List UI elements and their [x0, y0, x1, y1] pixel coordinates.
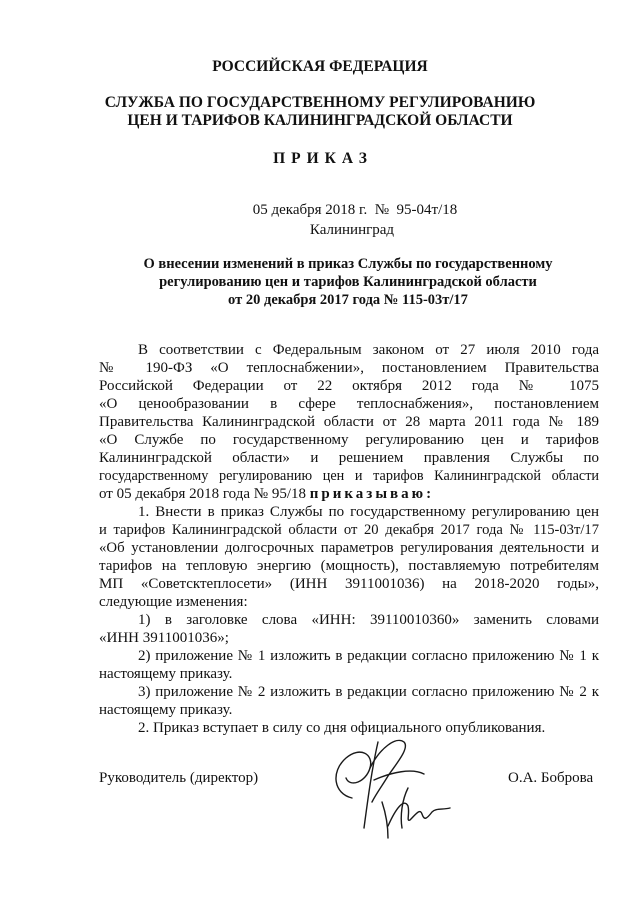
body-line: настоящему приказу. [99, 702, 233, 718]
signatory-name: О.А. Боброва [508, 770, 594, 786]
body-line: В соответствии с Федеральным законом от 27 июля 2010 года [138, 342, 599, 358]
body-line: следующие изменения: [99, 594, 248, 610]
body-line: МП «Советсктеплосети» (ИНН 3911001036) на 2018-2020 годы», [99, 576, 599, 592]
signatory-title: Руководитель (директор) [99, 770, 259, 786]
header-agency-line1: СЛУЖБА ПО ГОСУДАРСТВЕННОМУ РЕГУЛИРОВАНИЮ [104, 94, 536, 111]
body-line: «Об установлении долгосрочных параметров регулирования деятельности и [99, 540, 599, 556]
body-line: тарифов на тепловую энергию (мощность), поставляемую потребителям [99, 558, 599, 574]
subject-line1: О внесении изменений в приказ Службы по государственному [143, 256, 553, 272]
body-line: № 190-ФЗ «О теплоснабжении», постановлением Правительства [99, 360, 599, 376]
body-line: Российской Федерации от 22 октября 2012 года № 1075 [99, 378, 599, 394]
order-verb: приказываю: [309, 486, 435, 502]
document-type: ПРИКАЗ [273, 150, 373, 167]
body-line: 1) в заголовке слова «ИНН: 39110010360» заменить словами [138, 612, 599, 628]
body-line: 1. Внести в приказ Службы по государственному регулированию цен [138, 504, 599, 520]
body-line: 2. Приказ вступает в силу со дня официального опубликования. [138, 720, 546, 736]
body-line: «ИНН 3911001036»; [99, 630, 229, 646]
order-date-number: 05 декабря 2018 г. № 95-04т/18 [252, 202, 458, 218]
body-line: 2) приложение № 1 изложить в редакции согласно приложению № 1 к [138, 648, 599, 664]
body-line: 3) приложение № 2 изложить в редакции согласно приложению № 2 к [138, 684, 599, 700]
body-line: Калининградской области» и решением правления Службы по [99, 450, 599, 466]
body-line: государственному регулированию цен и тарифов Калининградской области [99, 468, 599, 484]
order-city: Калининград [309, 222, 395, 238]
handwritten-signature [312, 728, 462, 843]
body-text: от 05 декабря 2018 года № 95/18 [99, 486, 310, 502]
body-line: «О ценообразовании в сфере теплоснабжения», постановлением [99, 396, 599, 412]
body-line: и тарифов Калининградской области от 20 декабря 2017 года № 115-03т/17 [99, 522, 599, 538]
body-line: Правительства Калининградской области от 28 марта 2011 года № 189 [99, 414, 599, 430]
body-line [99, 485, 599, 503]
header-agency-line2: ЦЕН И ТАРИФОВ КАЛИНИНГРАДСКОЙ ОБЛАСТИ [127, 112, 513, 129]
subject-line3: от 20 декабря 2017 года № 115-03т/17 [228, 292, 468, 308]
body-line: настоящему приказу. [99, 666, 233, 682]
body-line: «О Службе по государственному регулированию цен и тарифов [99, 432, 599, 448]
subject-line2: регулированию цен и тарифов Калининградской области [159, 274, 537, 290]
header-country: РОССИЙСКАЯ ФЕДЕРАЦИЯ [212, 58, 428, 75]
